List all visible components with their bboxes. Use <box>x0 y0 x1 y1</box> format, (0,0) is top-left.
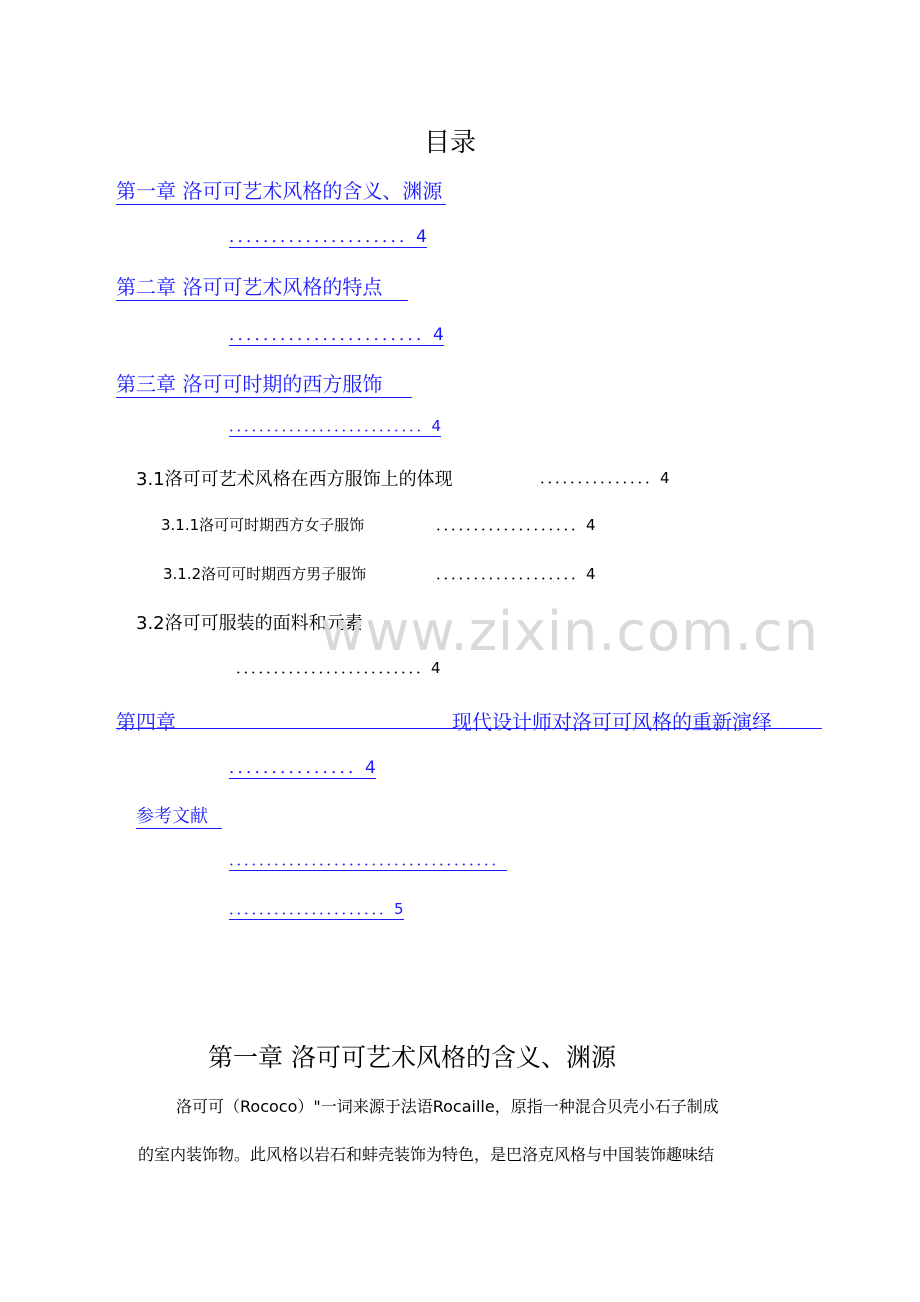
toc-title: 目录 <box>423 128 476 158</box>
toc-references-link[interactable]: 参考文献 <box>136 802 222 829</box>
toc-chapter-2-page-link[interactable]: ．．．．．．．．．．．．．．．．．．．．．．．4 <box>229 320 444 346</box>
toc-section-3-1-page: ．．．．．．．．．．．．．．．4 <box>540 469 670 487</box>
toc-chapter-3-page-link[interactable]: ．．．．．．．．．．．．．．．．．．．．．．．．．．4 <box>229 417 442 435</box>
toc-references-dots-link[interactable]: ．．．．．．．．．．．．．．．．．．．．．．．．．．．．．．．．．．．． <box>229 851 507 869</box>
toc-section-3-2-page: ．．．．．．．．．．．．．．．．．．．．．．．．．4 <box>236 659 441 677</box>
toc-references-page-link[interactable]: ．．．．．．．．．．．．．．．．．．．．．5 <box>229 900 404 918</box>
toc-chapter-2-link[interactable]: 第二章 洛可可艺术风格的特点 <box>116 271 408 301</box>
toc-chapter-4-title-link[interactable]: 现代设计师对洛可可风格的重新演绎 <box>452 710 772 734</box>
toc-section-3-1-2-page: ．．．．．．．．．．．．．．．．．．．4 <box>436 565 596 583</box>
toc-section-3-1-1-label: 3.1.1洛可可时期西方女子服饰 <box>161 516 365 534</box>
chapter-1-heading: 第一章 洛可可艺术风格的含义、渊源 <box>208 1043 616 1072</box>
chapter-1-paragraph-line-2: 的室内装饰物。此风格以岩石和蚌壳装饰为特色，是巴洛克风格与中国装饰趣味结 <box>138 1145 715 1164</box>
toc-chapter-3-link[interactable]: 第三章 洛可可时期的西方服饰 <box>116 368 412 398</box>
chapter-1-paragraph-line-1: 洛可可（Rococo）"一词来源于法语Rocaille，原指一种混合贝壳小石子制成 <box>176 1097 719 1116</box>
toc-section-3-1-2-label: 3.1.2洛可可时期西方男子服饰 <box>163 565 367 583</box>
toc-section-3-2-label: 3.2洛可可服装的面料和元素 <box>136 613 363 634</box>
toc-chapter-1-page-link[interactable]: ．．．．．．．．．．．．．．．．．．．．．4 <box>229 222 427 248</box>
toc-chapter-4-link[interactable]: 第四章 <box>116 710 176 734</box>
toc-chapter-4-page-link[interactable]: ．．．．．．．．．．．．．．．4 <box>229 753 376 779</box>
watermark: www.zixin.com.cn <box>320 600 819 663</box>
toc-section-3-1-label: 3.1洛可可艺术风格在西方服饰上的体现 <box>136 469 453 490</box>
toc-chapter-1-link[interactable]: 第一章 洛可可艺术风格的含义、渊源 <box>116 175 446 205</box>
toc-section-3-1-1-page: ．．．．．．．．．．．．．．．．．．．4 <box>436 516 596 534</box>
